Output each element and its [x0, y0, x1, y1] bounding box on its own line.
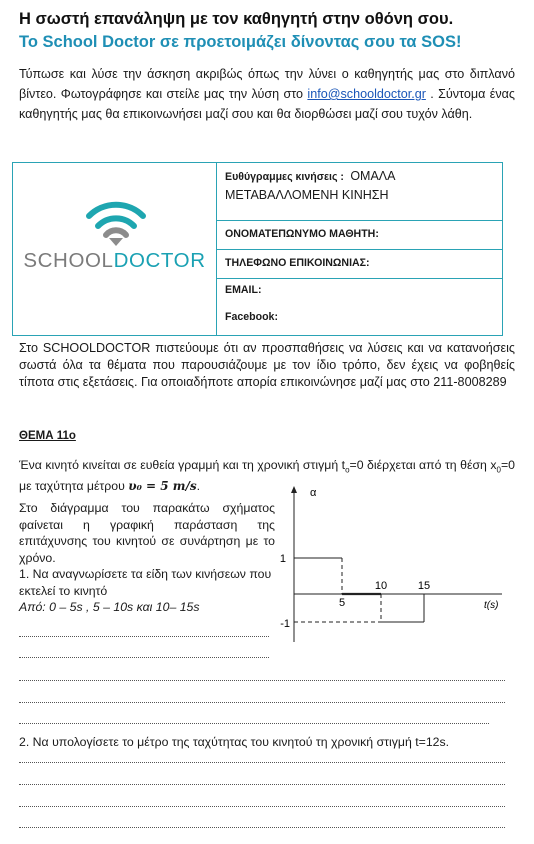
y-axis-label: α	[310, 487, 317, 499]
answer-line[interactable]	[19, 723, 489, 724]
answer-line[interactable]	[19, 636, 269, 637]
y-axis-arrow	[291, 486, 297, 493]
topic-value-2: ΜΕΤΑΒΑΛΛΟΜΕΝΗ ΚΙΝΗΣΗ	[225, 188, 389, 202]
y-tick-1: 1	[279, 553, 286, 565]
intro-paragraph	[19, 64, 515, 124]
statement-part2: =0 διέρχεται από τη θέση x	[349, 458, 497, 472]
logo-wordmark	[13, 249, 216, 273]
acceleration-time-chart	[279, 482, 512, 647]
answer-line[interactable]	[19, 784, 505, 785]
logo-school: SCHOOL	[23, 249, 114, 272]
answer-line[interactable]	[19, 680, 505, 681]
x-axis-label: t(s)	[484, 600, 499, 611]
intro-text-end: . Σύντομα ένας καθηγητής μας θα επικοινωνήσει μαζί σου και θα διορθώσει μαζί σου τυχόν λάθη.	[19, 87, 515, 121]
phone-label: ΤΗΛΕΦΩΝΟ ΕΠΙΚΟΙΝΩΝΙΑΣ:	[225, 257, 370, 269]
page-title: Η σωστή επανάληψη με τον καθηγητή στην οθόνη σου.	[19, 10, 454, 28]
topic-value-1: ΟΜΑΛΑ	[350, 169, 396, 183]
question-1: 1. Να αναγνωρίσετε τα είδη των κινήσεων που εκτελεί το κινητό	[19, 567, 272, 598]
contact-cell[interactable]	[217, 279, 503, 335]
answer-line[interactable]	[19, 657, 269, 658]
x-tick-10: 10	[374, 580, 388, 592]
phone-cell[interactable]	[217, 250, 503, 279]
diagram-description	[19, 500, 275, 616]
x-tick-5: 5	[338, 597, 346, 609]
student-info-card	[12, 162, 503, 336]
logo-cell	[13, 163, 217, 335]
page-subtitle: Το School Doctor σε προετοιμάζει δίνοντας σου τα SOS!	[19, 33, 462, 51]
diagram-text: Στο διάγραμμα του παρακάτω σχήματος φαίνεται η γραφική παράσταση της επιτάχυνσης του κινητού σε συνάρτηση με το χρόνο.	[19, 501, 275, 565]
velocity-formula: υ₀ = 5 m/s	[128, 479, 197, 494]
facebook-label: Facebook:	[225, 311, 278, 323]
statement-part1: Ένα κινητό κινείται σε ευθεία γραμμή και τη χρονική στιγμή t	[19, 458, 346, 472]
exercise-topic: ΘΕΜΑ 11ο	[19, 430, 76, 442]
x-tick-15: 15	[417, 580, 431, 592]
t0-subscript: o	[345, 465, 350, 475]
question-2: 2. Να υπολογίσετε το μέτρο της ταχύτητας του κινητού τη χρονική στιγμή t=12s.	[19, 735, 450, 749]
answer-line[interactable]	[19, 827, 505, 828]
topic-label: Ευθύγραμμες κινήσεις :	[225, 171, 344, 183]
student-name-label: ΟΝΟΜΑΤΕΠΩΝΥΜΟ ΜΑΘΗΤΗ:	[225, 228, 379, 240]
topic-cell	[217, 163, 503, 221]
answer-line[interactable]	[19, 806, 505, 807]
statement-part3: =0 με ταχύτητα μέτρου	[19, 458, 515, 494]
x0-subscript: 0	[496, 465, 501, 475]
question-1-ranges: Από: 0 – 5s , 5 – 10s και 10– 15s	[19, 600, 200, 614]
about-paragraph: Στο SCHOOLDOCTOR πιστεύουμε ότι αν προσπαθήσεις να λύσεις και να κατανοήσεις σωστά όλα τα θέματα που παρουσιάζουμε με τον ίδιο τρόπο, δεν έχεις να φοβηθείς τίποτα στις εξετάσεις. Για οποιαδήποτε απορία επικοινώνησε μαζί μας στο 211-8008289	[19, 341, 515, 389]
y-tick-minus1: -1	[280, 618, 290, 630]
email-link[interactable]: info@schooldoctor.gr	[307, 87, 426, 101]
exercise-statement: Ένα κινητό κινείται σε ευθεία γραμμή και τη χρονική στιγμή $t_o=0$ διέρχεται από τη θέση $x_0=0$ με ταχύτητα μέτρου υ₀ = 5 m/s.	[19, 458, 515, 494]
wifi-logo-icon	[85, 197, 147, 247]
logo-doctor: DOCTOR	[113, 249, 206, 272]
student-name-cell[interactable]	[217, 221, 503, 250]
answer-line[interactable]	[19, 702, 505, 703]
answer-line[interactable]	[19, 762, 505, 763]
email-label: EMAIL:	[225, 284, 262, 296]
intro-text: Τύπωσε και λύσε την άσκηση ακριβώς όπως την λύνει ο καθηγητής μας στο διπλανό βίντεο. Φωτογράφησε και στείλε μας την λύση στο	[19, 67, 515, 101]
